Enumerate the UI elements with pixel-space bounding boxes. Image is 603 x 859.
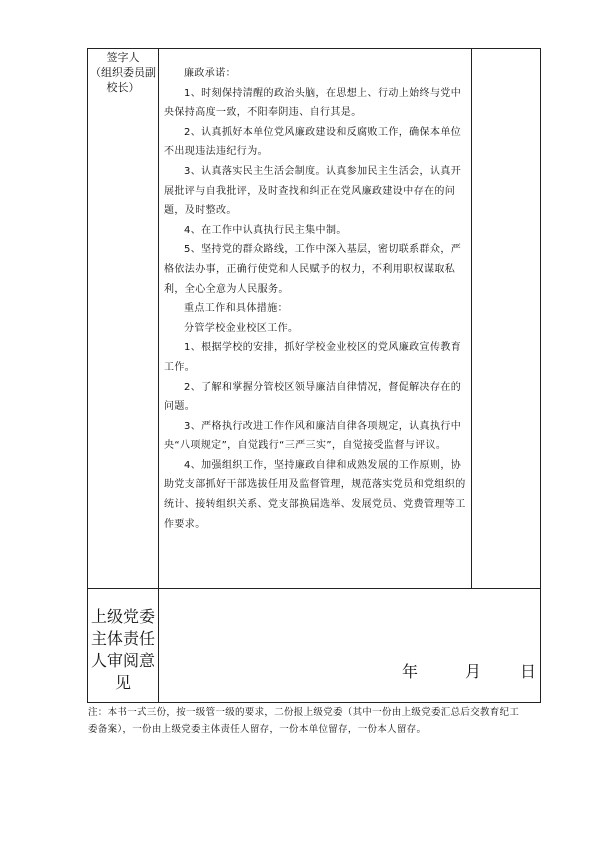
table-divider-label <box>158 48 159 703</box>
commitment-item: 3、认真落实民主生活会制度。认真参加民主生活会，认真开展批评与自我批评，及时查找和纠正在党风廉政建设中存在的问题，及时整改。 <box>164 165 462 217</box>
measures-intro: 分管学校金业校区工作。 <box>184 322 299 334</box>
table-border-right <box>540 48 541 703</box>
commitment-heading: 廉政承诺： <box>184 68 236 79</box>
table-border-bottom <box>87 702 541 703</box>
table-divider-right <box>471 48 472 589</box>
signer-label: 签字人 <box>106 51 140 64</box>
measure-item: 1、根据学校的安排，抓好学校金业校区的党风廉政宣传教育工作。 <box>164 342 462 373</box>
commitment-item: 1、时刻保持清醒的政治头脑，在思想上、行动上始终与党中央保持高度一致，不阳奉阴违、自行其是。 <box>164 87 462 119</box>
measures-heading: 重点工作和具体措施： <box>184 303 288 315</box>
measure-item: 4、加强组织工作，坚持廉政自律和成熟发展的工作原则，协助党支部抓好干部选拔任用及监督管理，规范落实党员和党组织的统计、接转组织关系、党支部换届选举、发展党员、党费管理等工作要求。 <box>164 459 466 530</box>
table-border-top <box>87 48 541 49</box>
date-day: 日 <box>520 662 537 681</box>
measure-item: 3、严格执行改进工作作风和廉洁自律各项规定，认真执行中央“八项规定”，自觉践行“三严三实”，自觉接受监督与评议。 <box>164 420 462 452</box>
footnote: 注：本书一式三份，按一级管一级的要求，二份报上级党委（其中一份由上级党委汇总后交教育纪工委备案），一份由上级党委主体责任人留存，一份本单位留存，一份本人留存。 <box>88 707 520 735</box>
table-row-divider <box>87 588 541 589</box>
table-border-left <box>87 48 88 703</box>
signer-label-cell <box>88 50 158 95</box>
date-month: 月 <box>465 662 482 681</box>
measure-item: 2、了解和掌握分管校区领导廉洁自律情况，督促解决存在的问题。 <box>164 381 462 413</box>
commitment-item: 4、在工作中认真执行民主集中制。 <box>184 224 347 236</box>
commitment-item: 5、坚持党的群众路线，工作中深入基层，密切联系群众，严格依法办事，正确行使党和人民赋予的权力，不利用职权谋取私利，全心全意为人民服务。 <box>164 244 462 295</box>
date-year: 年 <box>402 662 419 681</box>
commitment-item: 2、认真抓好本单位党风廉政建设和反腐败工作，确保本单位不出现违法违纪行为。 <box>164 126 462 158</box>
review-label: 上级党委主体责任人审阅意见 <box>90 607 155 692</box>
commitment-content <box>164 64 469 534</box>
signer-role: （组织委员副校长） <box>90 66 156 94</box>
